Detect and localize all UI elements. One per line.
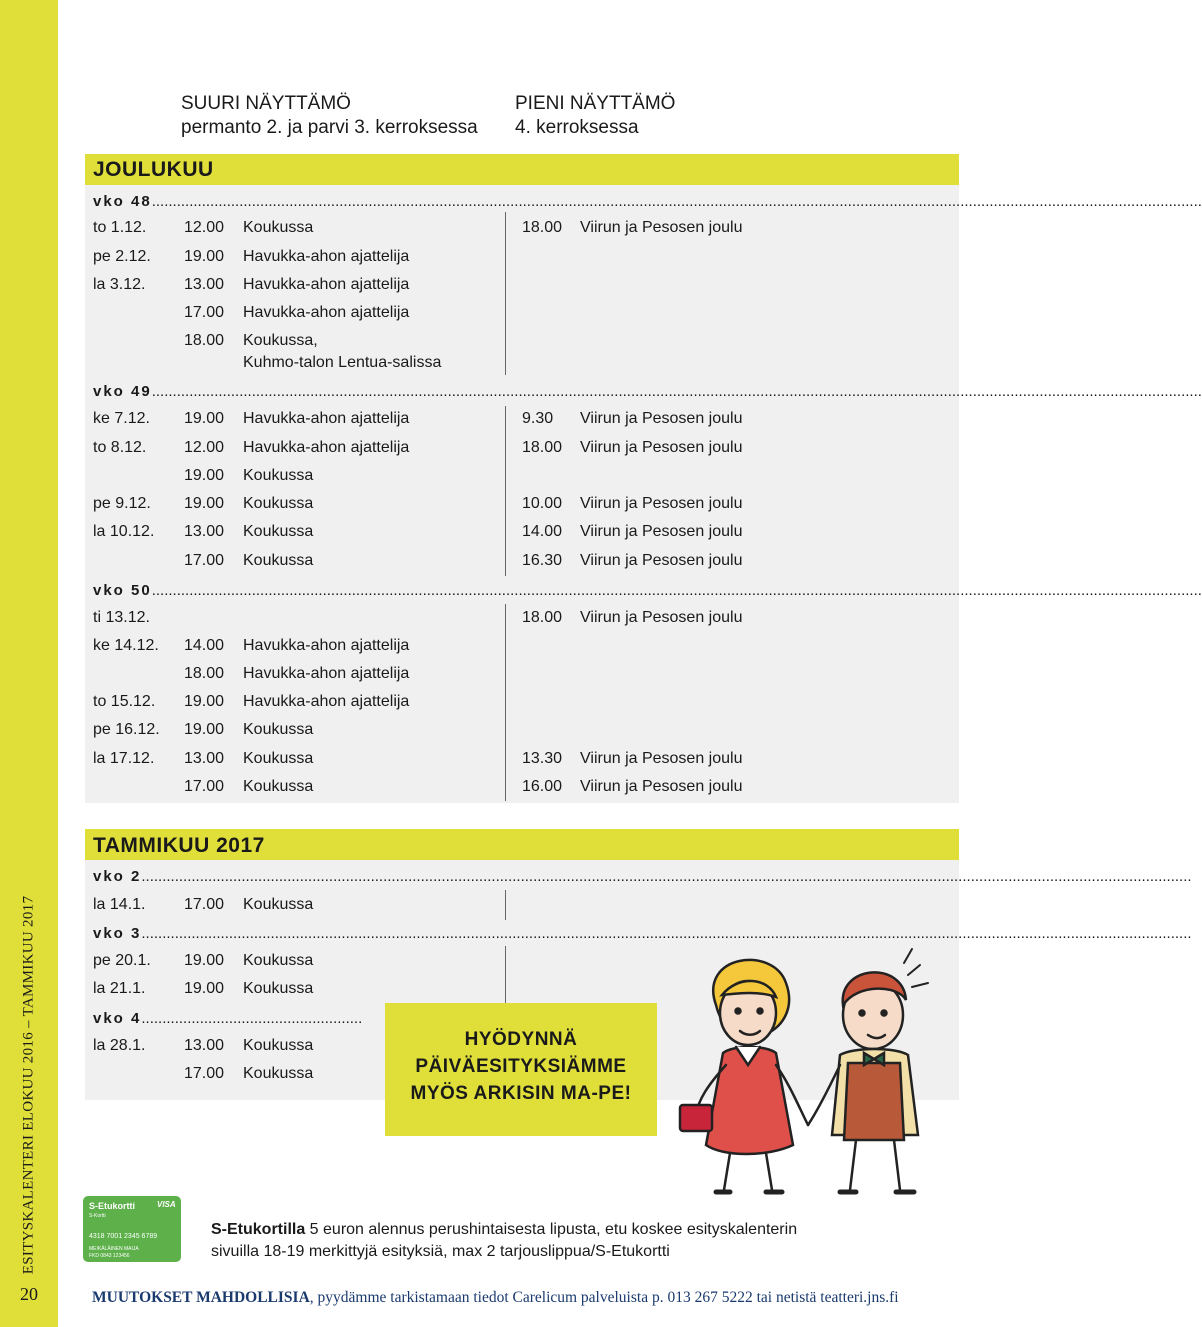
promo-line: HYÖDYNNÄ: [464, 1029, 578, 1050]
promo-line: MYÖS ARKISIN MA-PE!: [410, 1083, 632, 1104]
row-time: 19.00: [184, 410, 225, 427]
row-small-title: Viirun ja Pesosen joulu: [580, 609, 743, 626]
s-etukortti-card: [83, 1196, 181, 1262]
footer-text: , pyydämme tarkistamaan tiedot Carelicum palveluista p. 013 267 5222 tai netistä teatteri.jns.fi: [309, 1289, 899, 1306]
row-title: Koukussa: [243, 552, 314, 569]
etukortti-note-text: 5 euron alennus perushintaisesta lipusta, etu koskee esityskalenterin: [305, 1221, 798, 1238]
row-date: pe 20.1.: [93, 952, 151, 969]
sidebar-vertical-title: ESITYSKALENTERI ELOKUU 2016 – TAMMIKUU 2017: [20, 895, 37, 1275]
row-title: Koukussa: [243, 467, 314, 484]
row-small-time: 16.00: [522, 778, 563, 795]
week-label: vko 49............................................................................................................................................................................................................................................................: [93, 383, 1202, 400]
row-title: Koukussa: [243, 721, 314, 738]
row-title: Havukka-ahon ajattelija: [243, 304, 410, 321]
row-title: Koukussa: [243, 952, 314, 969]
joulukuu-title: JOULUKUU: [93, 158, 214, 181]
handbag: [680, 1105, 712, 1131]
row-title: Havukka-ahon ajattelija: [243, 693, 410, 710]
week-label: vko 4.....................................................: [93, 1010, 363, 1027]
footer-bold: MUUTOKSET MAHDOLLISIA: [92, 1289, 310, 1306]
etukortti-note: [211, 1219, 797, 1263]
row-date: la 28.1.: [93, 1037, 146, 1054]
row-time: 13.00: [184, 523, 225, 540]
row-small-title: Viirun ja Pesosen joulu: [580, 523, 743, 540]
row-title: Havukka-ahon ajattelija: [243, 248, 410, 265]
row-time: 19.00: [184, 248, 225, 265]
row-small-title: Viirun ja Pesosen joulu: [580, 410, 743, 427]
row-time: 12.00: [184, 219, 225, 236]
row-title: Havukka-ahon ajattelija: [243, 665, 410, 682]
row-title: Koukussa: [243, 495, 314, 512]
row-time: 17.00: [184, 304, 225, 321]
row-date: la 21.1.: [93, 980, 146, 997]
row-time: 18.00: [184, 665, 225, 682]
row-time: 13.00: [184, 1037, 225, 1054]
row-small-title: Viirun ja Pesosen joulu: [580, 495, 743, 512]
row-title: Koukussa: [243, 523, 314, 540]
couple-illustration: [668, 935, 960, 1205]
large-stage-header: [181, 92, 478, 140]
row-title: Koukussa: [243, 778, 314, 795]
joulukuu-header-bar: [85, 154, 959, 185]
row-time: 17.00: [184, 552, 225, 569]
row-small-time: 13.30: [522, 750, 563, 767]
row-date: pe 2.12.: [93, 248, 151, 265]
row-small-title: Viirun ja Pesosen joulu: [580, 552, 743, 569]
row-time: 18.00: [184, 332, 225, 349]
man-vest: [844, 1063, 904, 1140]
row-small-time: 10.00: [522, 495, 563, 512]
small-stage-title: PIENI NÄYTTÄMÖ: [515, 93, 676, 114]
row-small-time: 9.30: [522, 410, 554, 427]
row-title: Koukussa: [243, 896, 314, 913]
row-small-time: 18.00: [522, 439, 563, 456]
week-label: vko 3............................................................................................................................................................................................................................................................: [93, 925, 1192, 942]
card-valid: FKD 0843 123456: [89, 1253, 130, 1259]
column-divider: [505, 890, 506, 920]
row-date: la 3.12.: [93, 276, 146, 293]
row-time: 19.00: [184, 721, 225, 738]
large-stage-subtitle: permanto 2. ja parvi 3. kerroksessa: [181, 117, 478, 138]
promo-text: [385, 1026, 657, 1107]
row-title: Kuhmo-talon Lentua-salissa: [243, 354, 442, 371]
row-time: 12.00: [184, 439, 225, 456]
row-time: 17.00: [184, 896, 225, 913]
row-small-title: Viirun ja Pesosen joulu: [580, 750, 743, 767]
row-date: la 10.12.: [93, 523, 155, 540]
row-date: ti 13.12.: [93, 609, 150, 626]
etukortti-note-bold: S-Etukortilla: [211, 1221, 306, 1238]
card-sub: S-Kortti: [89, 1213, 106, 1219]
large-stage-title: SUURI NÄYTTÄMÖ: [181, 93, 351, 114]
row-time: 19.00: [184, 952, 225, 969]
card-brand: S-Etukortti: [89, 1201, 135, 1211]
row-title: Koukussa: [243, 1037, 314, 1054]
row-time: 13.00: [184, 276, 225, 293]
promo-line: PÄIVÄESITYKSIÄMME: [415, 1056, 627, 1077]
row-small-time: 18.00: [522, 609, 563, 626]
row-title: Havukka-ahon ajattelija: [243, 410, 410, 427]
row-small-time: 18.00: [522, 219, 563, 236]
row-date: pe 16.12.: [93, 721, 160, 738]
week-label: vko 48............................................................................................................................................................................................................................................................: [93, 193, 1202, 210]
row-time: 17.00: [184, 778, 225, 795]
row-time: 13.00: [184, 750, 225, 767]
column-divider: [505, 604, 506, 801]
small-stage-subtitle: 4. kerroksessa: [515, 117, 639, 138]
small-stage-header: [515, 92, 675, 140]
row-small-title: Viirun ja Pesosen joulu: [580, 439, 743, 456]
row-small-time: 14.00: [522, 523, 563, 540]
row-time: 19.00: [184, 693, 225, 710]
row-title: Koukussa: [243, 219, 314, 236]
row-title: Havukka-ahon ajattelija: [243, 439, 410, 456]
row-title: Koukussa,: [243, 332, 318, 349]
card-holder: MEIKÄLÄINEN MAIJA: [89, 1246, 139, 1252]
etukortti-note-text2: sivuilla 18-19 merkittyjä esityksiä, max 2 tarjouslippua/S-Etukortti: [211, 1243, 670, 1260]
row-date: to 1.12.: [93, 219, 147, 236]
row-date: to 15.12.: [93, 693, 156, 710]
week-label: vko 2............................................................................................................................................................................................................................................................: [93, 868, 1192, 885]
row-time: 17.00: [184, 1065, 225, 1082]
row-date: pe 9.12.: [93, 495, 151, 512]
row-date: to 8.12.: [93, 439, 147, 456]
footer-note: [92, 1289, 899, 1307]
card-number: 4318 7001 2345 6789: [89, 1233, 158, 1240]
row-title: Havukka-ahon ajattelija: [243, 276, 410, 293]
page-number: 20: [20, 1284, 38, 1304]
card-visa-logo: VISA: [157, 1200, 176, 1209]
row-title: Havukka-ahon ajattelija: [243, 637, 410, 654]
row-title: Koukussa: [243, 750, 314, 767]
row-small-title: Viirun ja Pesosen joulu: [580, 778, 743, 795]
row-title: Koukussa: [243, 980, 314, 997]
row-time: 19.00: [184, 495, 225, 512]
row-date: ke 14.12.: [93, 637, 159, 654]
week-label: vko 50............................................................................................................................................................................................................................................................: [93, 582, 1202, 599]
column-divider: [505, 406, 506, 576]
row-title: Koukussa: [243, 1065, 314, 1082]
row-small-title: Viirun ja Pesosen joulu: [580, 219, 743, 236]
row-small-time: 16.30: [522, 552, 563, 569]
row-time: 19.00: [184, 980, 225, 997]
row-time: 19.00: [184, 467, 225, 484]
column-divider: [505, 212, 506, 375]
tammikuu-title: TAMMIKUU 2017: [93, 834, 265, 857]
row-date: la 14.1.: [93, 896, 146, 913]
row-date: la 17.12.: [93, 750, 155, 767]
column-divider: [505, 946, 506, 1006]
row-time: 14.00: [184, 637, 225, 654]
row-date: ke 7.12.: [93, 410, 150, 427]
